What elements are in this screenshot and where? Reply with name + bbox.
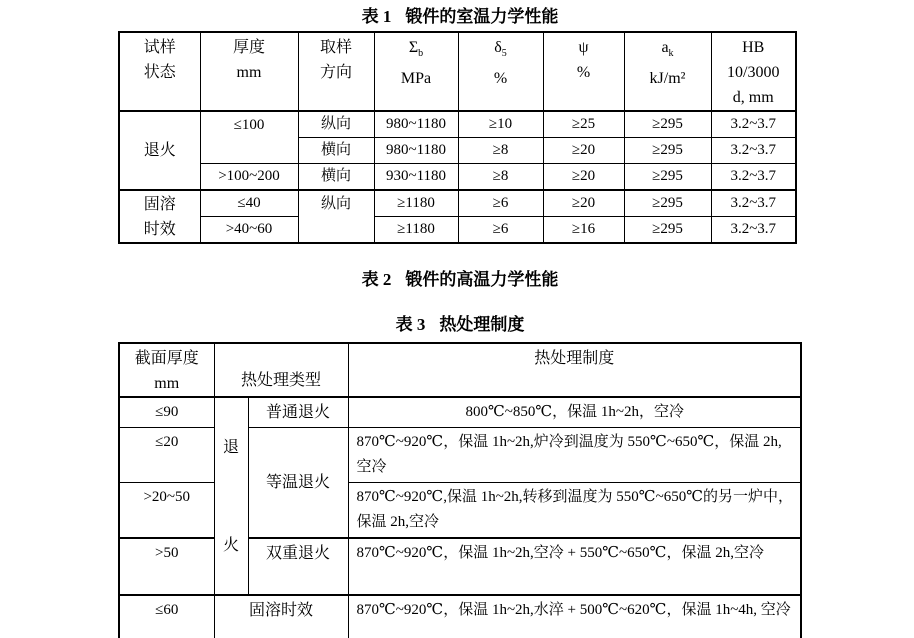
header-sampling-direction: 取样 方向	[298, 32, 374, 111]
header-thickness: 厚度 mm	[200, 32, 298, 111]
cell-psi: ≥20	[543, 190, 624, 217]
cell-thickness: >100~200	[200, 164, 298, 191]
cell-direction: 纵向	[298, 111, 374, 138]
cell-type-solution-aging: 固溶时效	[214, 595, 348, 638]
cell-thickness: ≤40	[200, 190, 298, 217]
header-section-thickness: 截面厚度 mm	[119, 343, 214, 397]
cell-hb: 3.2~3.7	[711, 138, 796, 164]
cell-delta-5: ≥6	[458, 217, 543, 244]
cell-direction: 横向	[298, 164, 374, 191]
document-content	[118, 0, 802, 638]
cell-hb: 3.2~3.7	[711, 217, 796, 244]
table-row	[119, 164, 796, 191]
cell-hb: 3.2~3.7	[711, 111, 796, 138]
cell-delta-5: ≥10	[458, 111, 543, 138]
cell-thickness: ≤90	[119, 397, 214, 428]
table3-title	[118, 290, 802, 335]
header-ak: $a_k$ kJ/m²	[624, 32, 711, 111]
cell-ak: ≥295	[624, 111, 711, 138]
cell-psi: ≥20	[543, 138, 624, 164]
table-row	[119, 397, 801, 428]
cell-state-annealed: 退火	[119, 111, 200, 190]
cell-psi: ≥20	[543, 164, 624, 191]
cell-regime: 800℃~850℃，保温 1h~2h，空冷	[348, 397, 801, 428]
cell-delta-5: ≥6	[458, 190, 543, 217]
cell-state-solution-aged: 固溶 时效	[119, 190, 200, 243]
table1-title-text: 锻件的室温力学性能	[405, 7, 559, 26]
table-row	[119, 217, 796, 244]
cell-direction: 纵向	[298, 190, 374, 243]
cell-thickness: ≤60	[119, 595, 214, 638]
header-treatment-regime: 热处理制度	[348, 343, 801, 397]
cell-regime: 870℃~920℃，保温 1h~2h,水淬 + 500℃~620℃，保温 1h~4h, 空冷	[348, 595, 801, 638]
cell-thickness: ≤100	[200, 111, 298, 164]
cell-type-anneal-group: 退 火	[214, 397, 248, 595]
header-sigma-b: $\Sigma_b$ MPa	[374, 32, 458, 111]
cell-thickness: >50	[119, 538, 214, 595]
cell-sigma-b: 930~1180	[374, 164, 458, 191]
header-delta-5: $\delta_5$ %	[458, 32, 543, 111]
table1-title-label: 表 1	[361, 7, 392, 26]
cell-ak: ≥295	[624, 217, 711, 244]
cell-hb: 3.2~3.7	[711, 164, 796, 191]
cell-delta-5: ≥8	[458, 164, 543, 191]
table-room-temp-properties	[118, 31, 797, 244]
cell-type-double-anneal: 双重退火	[248, 538, 348, 595]
cell-regime: 870℃~920℃,保温 1h~2h,转移到温度为 550℃~650℃的另一炉中，保温 2h,空冷	[348, 483, 801, 539]
table-row	[119, 595, 801, 638]
cell-sigma-b: 980~1180	[374, 111, 458, 138]
cell-direction: 横向	[298, 138, 374, 164]
table3-title-text: 热处理制度	[439, 315, 525, 334]
table1-title	[118, 0, 802, 27]
table2-title-label: 表 2	[361, 270, 392, 289]
cell-delta-5: ≥8	[458, 138, 543, 164]
table-row	[119, 111, 796, 138]
cell-thickness: >40~60	[200, 217, 298, 244]
cell-regime: 870℃~920℃，保温 1h~2h,炉冷到温度为 550℃~650℃，保温 2h,空冷	[348, 428, 801, 483]
cell-hb: 3.2~3.7	[711, 190, 796, 217]
table-heat-treatment	[118, 342, 802, 638]
cell-thickness: >20~50	[119, 483, 214, 539]
cell-ak: ≥295	[624, 138, 711, 164]
table-row	[119, 190, 796, 217]
cell-type-normal-anneal: 普通退火	[248, 397, 348, 428]
header-sample-state: 试样 状态	[119, 32, 200, 111]
cell-ak: ≥295	[624, 190, 711, 217]
cell-ak: ≥295	[624, 164, 711, 191]
cell-regime: 870℃~920℃，保温 1h~2h,空冷 + 550℃~650℃，保温 2h,空冷	[348, 538, 801, 595]
table3-title-label: 表 3	[395, 315, 426, 334]
header-psi: ψ %	[543, 32, 624, 111]
header-hb: HB 10/3000 d, mm	[711, 32, 796, 111]
table3-header-row	[119, 343, 801, 397]
cell-thickness: ≤20	[119, 428, 214, 483]
cell-type-isothermal-anneal: 等温退火	[248, 428, 348, 539]
cell-psi: ≥16	[543, 217, 624, 244]
cell-psi: ≥25	[543, 111, 624, 138]
cell-sigma-b: 980~1180	[374, 138, 458, 164]
table1-header-row	[119, 32, 796, 111]
table2-title-text: 锻件的高温力学性能	[405, 270, 559, 289]
header-treatment-type: 热处理类型	[214, 343, 348, 397]
cell-sigma-b: ≥1180	[374, 190, 458, 217]
cell-sigma-b: ≥1180	[374, 217, 458, 244]
table2-title	[118, 244, 802, 290]
